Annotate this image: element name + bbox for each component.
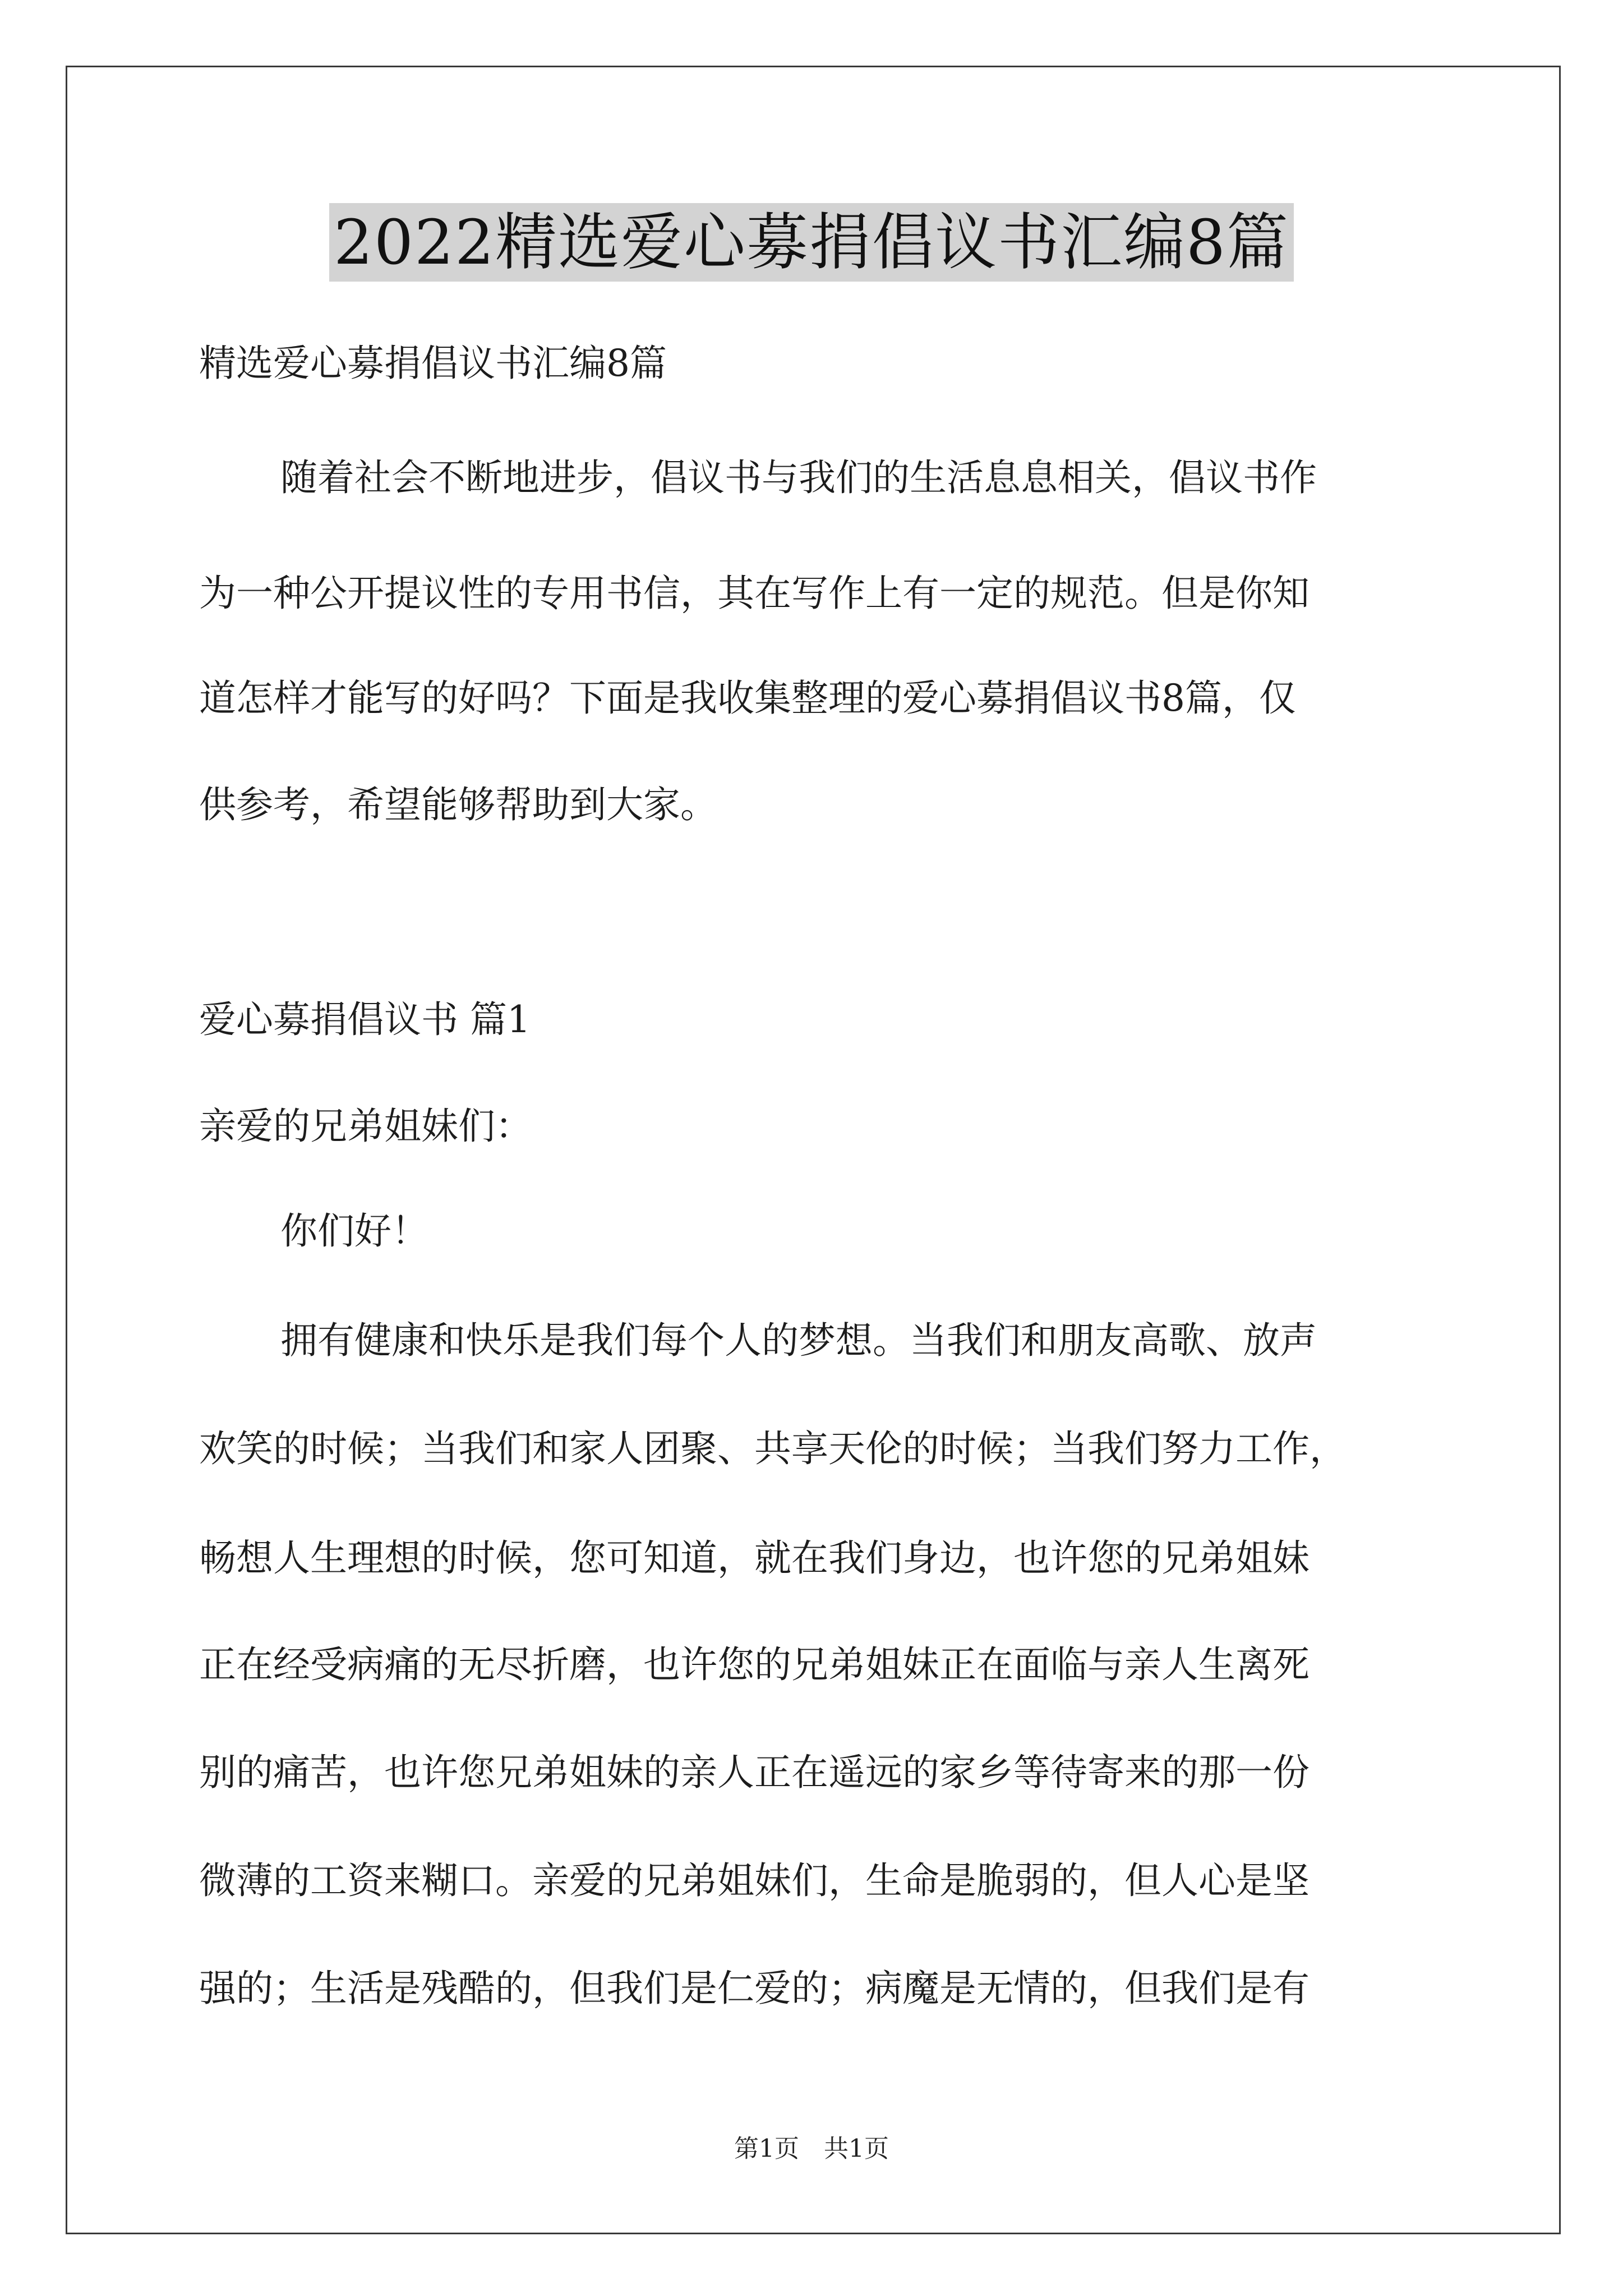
body-paragraph-line: 畅想人生理想的时候，您可知道，就在我们身边，也许您的兄弟姐妹 [199, 1536, 1310, 1580]
body-paragraph-line: 别的痛苦，也许您兄弟姐妹的亲人正在遥远的家乡等待寄来的那一份 [199, 1751, 1310, 1794]
title-container [0, 203, 1623, 282]
body-paragraph-line: 强的；生活是残酷的，但我们是仁爱的；病魔是无情的，但我们是有 [199, 1967, 1310, 2010]
greeting: 你们好！ [280, 1209, 428, 1253]
body-paragraph-line: 微薄的工资来糊口。亲爱的兄弟姐妹们，生命是脆弱的，但人心是坚 [199, 1859, 1310, 1902]
salutation: 亲爱的兄弟姐妹们： [199, 1105, 532, 1148]
subtitle-line: 精选爱心募捐倡议书汇编8篇 [199, 342, 667, 385]
intro-paragraph-line: 为一种公开提议性的专用书信，其在写作上有一定的规范。但是你知 [199, 572, 1310, 615]
section-heading: 爱心募捐倡议书 篇1 [199, 998, 531, 1041]
page-number-footer: 第1页 共1页 [734, 2134, 889, 2163]
body-paragraph-line: 拥有健康和快乐是我们每个人的梦想。当我们和朋友高歌、放声 [280, 1319, 1317, 1362]
intro-paragraph-line: 随着社会不断地进步，倡议书与我们的生活息息相关，倡议书作 [280, 456, 1317, 499]
page-border [66, 66, 1561, 2234]
intro-paragraph-line: 供参考，希望能够帮助到大家。 [199, 783, 717, 826]
body-paragraph-line: 欢笑的时候；当我们和家人团聚、共享天伦的时候；当我们努力工作， [199, 1427, 1347, 1470]
document-title: 2022精选爱心募捐倡议书汇编8篇 [329, 203, 1294, 282]
intro-paragraph-line: 道怎样才能写的好吗？下面是我收集整理的爱心募捐倡议书8篇，仅 [199, 677, 1296, 720]
body-paragraph-line: 正在经受病痛的无尽折磨，也许您的兄弟姐妹正在面临与亲人生离死 [199, 1643, 1310, 1686]
